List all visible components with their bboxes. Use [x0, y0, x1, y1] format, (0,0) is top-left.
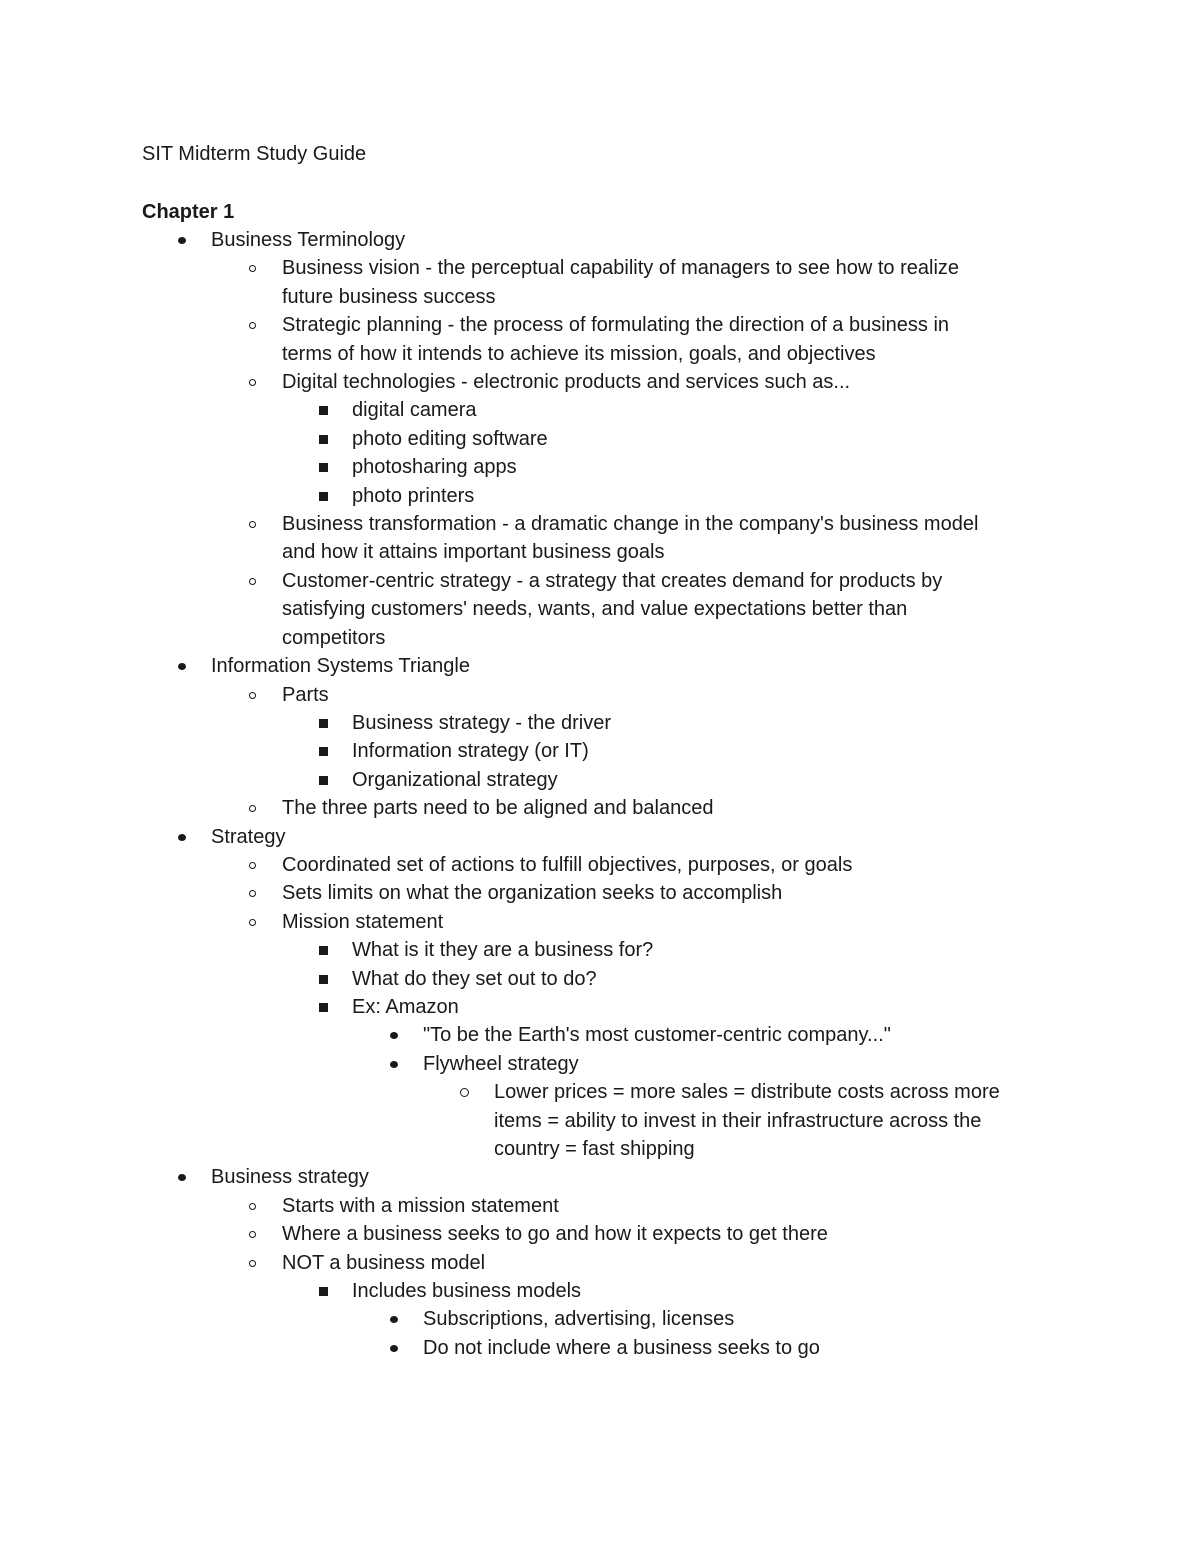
filled-bullet-icon: [390, 1032, 398, 1039]
list-item-text: Lower prices = more sales = distribute costs across more: [494, 1081, 1000, 1104]
list-item-text-continued: future business success: [282, 285, 496, 308]
square-bullet-icon: [319, 463, 328, 472]
list-item-text: The three parts need to be aligned and balanced: [282, 797, 714, 820]
filled-bullet-icon: [178, 834, 186, 841]
square-bullet-icon: [319, 719, 328, 728]
hollow-bullet-icon: [249, 578, 256, 585]
list-item: [0, 851, 1200, 879]
list-item-text-continued: competitors: [282, 626, 386, 649]
list-item-text: Information strategy (or IT): [352, 740, 589, 763]
hollow-bullet-icon: [249, 890, 256, 897]
list-item: [0, 482, 1200, 510]
list-item: [0, 396, 1200, 424]
list-item-text: Subscriptions, advertising, licenses: [423, 1308, 735, 1331]
square-bullet-icon: [319, 1287, 328, 1296]
square-bullet-icon: [319, 435, 328, 444]
list-item: [0, 652, 1200, 680]
list-item: [0, 908, 1200, 936]
list-item: [0, 1078, 1200, 1163]
list-item: [0, 766, 1200, 794]
list-item-text: NOT a business model: [282, 1251, 486, 1274]
document-title: SIT Midterm Study Guide: [142, 143, 367, 165]
list-item-text: Coordinated set of actions to fulfill objectives, purposes, or goals: [282, 853, 853, 876]
hollow-bullet-icon: [249, 1203, 256, 1210]
list-item: [0, 1334, 1200, 1362]
hollow-bullet-icon: [460, 1088, 469, 1097]
list-item-text-continued: and how it attains important business goals: [282, 541, 665, 564]
list-item-text: Organizational strategy: [352, 768, 558, 791]
list-item: [0, 425, 1200, 453]
list-item: [0, 368, 1200, 396]
square-bullet-icon: [319, 1003, 328, 1012]
hollow-bullet-icon: [249, 805, 256, 812]
list-item: [0, 681, 1200, 709]
square-bullet-icon: [319, 747, 328, 756]
list-item-text: Business strategy: [211, 1166, 369, 1189]
hollow-bullet-icon: [249, 379, 256, 386]
hollow-bullet-icon: [249, 1231, 256, 1238]
list-item: [0, 510, 1200, 567]
list-item-text: digital camera: [352, 399, 477, 422]
square-bullet-icon: [319, 406, 328, 415]
filled-bullet-icon: [390, 1061, 398, 1068]
list-item-text: Strategic planning - the process of formulating the direction of a business in: [282, 314, 950, 337]
hollow-bullet-icon: [249, 692, 256, 699]
list-item: [0, 965, 1200, 993]
list-item-text: Sets limits on what the organization seeks to accomplish: [282, 882, 783, 905]
list-item-text: Business strategy - the driver: [352, 711, 611, 734]
list-item: [0, 1163, 1200, 1191]
filled-bullet-icon: [178, 1174, 186, 1181]
list-item-text: Includes business models: [352, 1280, 582, 1303]
list-item-text: Ex: Amazon: [352, 995, 459, 1018]
list-item-text: Parts: [282, 683, 329, 706]
list-item-text: Customer-centric strategy - a strategy that creates demand for products by: [282, 569, 943, 592]
list-item-text: Do not include where a business seeks to go: [423, 1336, 820, 1359]
list-item-text: Information Systems Triangle: [211, 655, 470, 678]
list-item-text: Digital technologies - electronic products and services such as...: [282, 371, 851, 394]
bullet-outline: [0, 226, 1200, 1362]
list-item-text: "To be the Earth's most customer-centric company...": [423, 1024, 891, 1047]
list-item: [0, 879, 1200, 907]
list-item: [0, 226, 1200, 254]
list-item-text: Where a business seeks to go and how it expects to get there: [282, 1223, 828, 1246]
square-bullet-icon: [319, 946, 328, 955]
list-item-text: What is it they are a business for?: [352, 939, 654, 962]
hollow-bullet-icon: [249, 521, 256, 528]
list-item-text: Mission statement: [282, 910, 444, 933]
list-item: [0, 709, 1200, 737]
filled-bullet-icon: [178, 663, 186, 670]
filled-bullet-icon: [178, 237, 186, 244]
list-item-text: Business transformation - a dramatic change in the company's business model: [282, 513, 979, 536]
list-item: [0, 993, 1200, 1021]
list-item-text-continued: items = ability to invest in their infrastructure across the: [494, 1109, 982, 1132]
list-item-text-continued: satisfying customers' needs, wants, and value expectations better than: [282, 598, 908, 621]
hollow-bullet-icon: [249, 862, 256, 869]
list-item: [0, 1192, 1200, 1220]
filled-bullet-icon: [390, 1345, 398, 1352]
list-item: [0, 311, 1200, 368]
list-item: [0, 1305, 1200, 1333]
list-item: [0, 567, 1200, 652]
hollow-bullet-icon: [249, 1260, 256, 1267]
list-item-text: photosharing apps: [352, 456, 517, 479]
list-item: [0, 1050, 1200, 1078]
list-item: [0, 254, 1200, 311]
list-item: [0, 737, 1200, 765]
list-item: [0, 794, 1200, 822]
hollow-bullet-icon: [249, 265, 256, 272]
list-item-text-continued: country = fast shipping: [494, 1138, 695, 1160]
square-bullet-icon: [319, 776, 328, 785]
list-item-text: photo printers: [352, 484, 475, 507]
list-item: [0, 1277, 1200, 1305]
hollow-bullet-icon: [249, 322, 256, 329]
list-item: [0, 1220, 1200, 1248]
list-item: [0, 1249, 1200, 1277]
list-item: [0, 823, 1200, 851]
list-item-text-continued: terms of how it intends to achieve its mission, goals, and objectives: [282, 342, 876, 365]
chapter-heading: Chapter 1: [142, 201, 235, 223]
square-bullet-icon: [319, 975, 328, 984]
list-item-text: Business Terminology: [211, 229, 406, 251]
list-item-text: Strategy: [211, 825, 286, 848]
hollow-bullet-icon: [249, 919, 256, 926]
list-item-text: Business vision - the perceptual capability of managers to see how to realize: [282, 257, 960, 280]
list-item: [0, 453, 1200, 481]
filled-bullet-icon: [390, 1316, 398, 1323]
list-item-text: Flywheel strategy: [423, 1052, 579, 1075]
list-item: [0, 936, 1200, 964]
square-bullet-icon: [319, 492, 328, 501]
list-item-text: What do they set out to do?: [352, 967, 597, 990]
list-item: [0, 1021, 1200, 1049]
list-item-text: photo editing software: [352, 427, 548, 450]
list-item-text: Starts with a mission statement: [282, 1194, 559, 1217]
